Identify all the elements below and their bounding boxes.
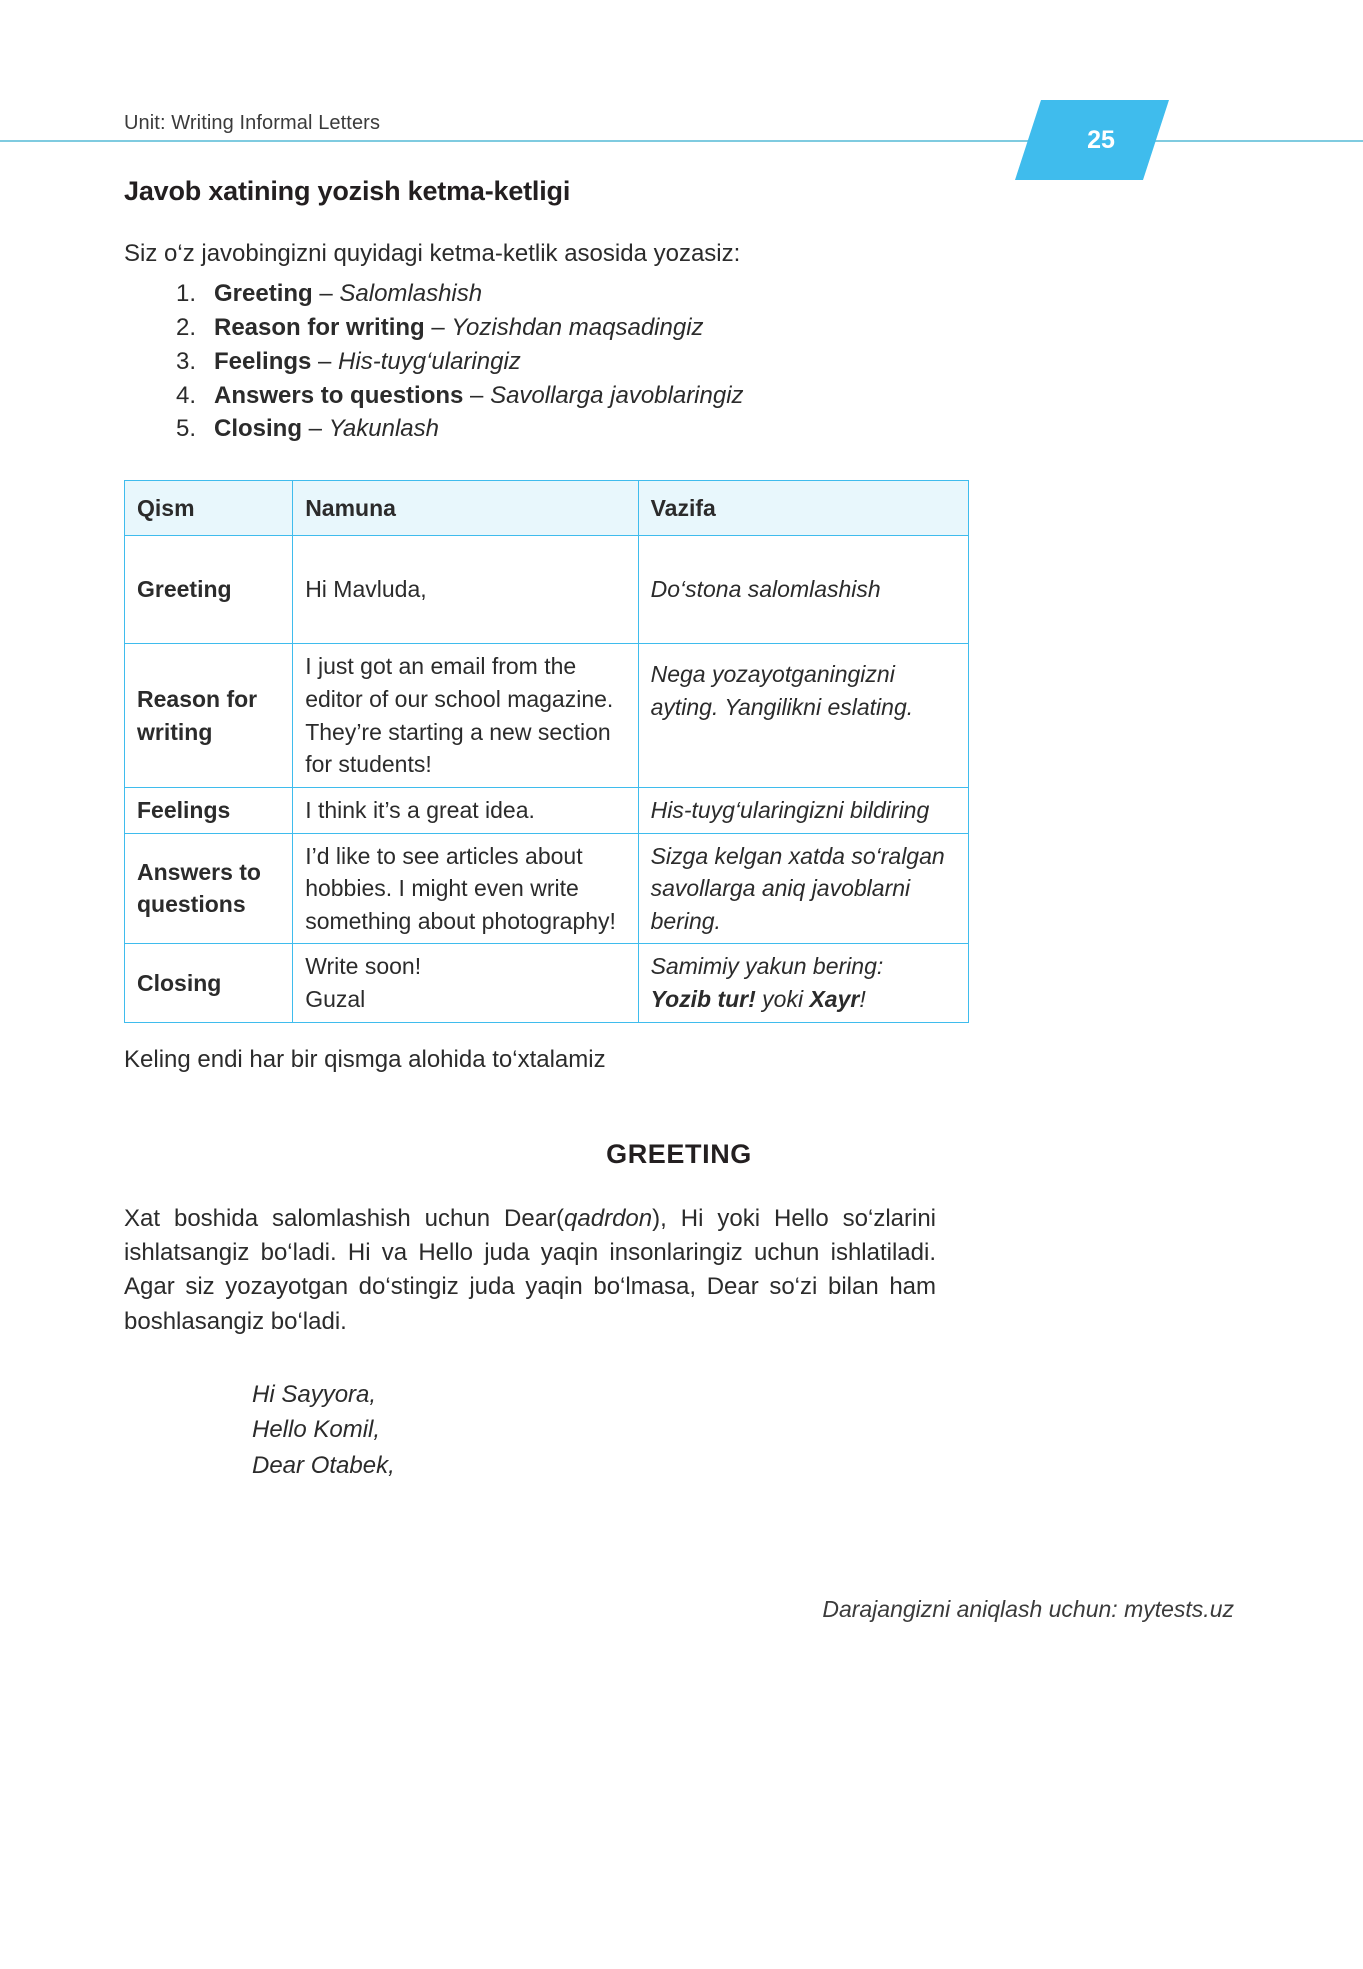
footer-note: Darajangizni aniqlash uchun: mytests.uz	[822, 1596, 1234, 1622]
list-item	[176, 345, 1234, 379]
paragraph-part1: Xat boshida salomlashish uchun Dear(	[124, 1204, 565, 1232]
greeting-examples	[252, 1377, 1234, 1483]
cell-sample: Hi Mavluda,	[293, 536, 638, 644]
steps-list	[124, 277, 1234, 446]
example-line: Hello Komil,	[252, 1416, 381, 1444]
step-term: Feelings	[214, 347, 312, 375]
cell-part: Reason for writing	[125, 644, 293, 788]
cell-task: His-tuyg‘ularingizni bildiring	[638, 787, 968, 833]
table-row	[125, 944, 969, 1022]
intro-text: Siz o‘z javobingizni quyidagi ketma-ketlik asosida yozasiz:	[124, 240, 741, 267]
cell-sample: I’d like to see articles about hobbies. I might even write something about photography!	[293, 833, 638, 944]
table-row	[125, 787, 969, 833]
step-gloss: His-tuyg‘ularingiz	[338, 347, 521, 375]
page-title: Javob xatining yozish ketma-ketligi	[124, 176, 571, 206]
step-term: Closing	[214, 415, 302, 443]
cell-task-line1: Samimiy yakun bering:	[650, 953, 884, 980]
table-row	[125, 536, 969, 644]
cell-sample-line2: Guzal	[305, 986, 366, 1013]
page-content	[124, 176, 1234, 1622]
cell-sample: I think it’s a great idea.	[293, 787, 638, 833]
page-header	[0, 104, 1363, 164]
list-item	[176, 277, 1234, 311]
page-number-badge	[1022, 100, 1180, 180]
cell-task	[638, 944, 968, 1022]
step-dash: –	[312, 280, 340, 308]
cell-sample-line1: Write soon!	[305, 953, 422, 980]
cell-task: Nega yozayotganingizni ayting. Yangilikni eslating.	[638, 644, 968, 788]
example-line: Hi Sayyora,	[252, 1381, 377, 1409]
step-gloss: Savollarga javoblaringiz	[490, 381, 744, 409]
after-table-text: Keling endi har bir qismga alohida to‘xtalamiz	[124, 1045, 606, 1073]
cell-part: Greeting	[125, 536, 293, 644]
list-item	[176, 412, 1234, 446]
task-bold-b: Xayr	[809, 986, 860, 1013]
step-gloss: Yakunlash	[328, 415, 439, 443]
page-number: 25	[1087, 125, 1115, 154]
table-row	[125, 833, 969, 944]
task-bold-a: Yozib tur!	[650, 986, 756, 1013]
column-header-qism: Qism	[125, 481, 293, 536]
step-gloss: Yozishdan maqsadingiz	[451, 313, 704, 341]
step-dash: –	[424, 313, 452, 341]
cell-part: Closing	[125, 944, 293, 1022]
table-row	[125, 644, 969, 788]
greeting-heading: GREETING	[606, 1138, 752, 1169]
paragraph-part2: ), Hi yoki Hello so‘zlarini ishlatsangiz bo‘ladi. Hi va Hello juda yaqin insonlaringiz uchun ishlatiladi. Agar siz yozayotgan do‘stingiz juda yaqin bo‘lmasa, Dear so‘zi bilan ham boshlasangiz bo‘ladi.	[124, 1204, 936, 1335]
step-dash: –	[311, 347, 339, 375]
column-header-vazifa: Vazifa	[638, 481, 968, 536]
cell-part: Feelings	[125, 787, 293, 833]
cell-task: Sizga kelgan xatda so‘ralgan savollarga aniq javoblarni bering.	[638, 833, 968, 944]
example-line: Dear Otabek,	[252, 1451, 395, 1479]
cell-task-line2	[651, 983, 956, 1016]
cell-sample: I just got an email from the editor of our school magazine. They’re starting a new section for students!	[293, 644, 638, 788]
list-item	[176, 311, 1234, 345]
cell-task: Do‘stona salomlashish	[638, 536, 968, 644]
list-item	[176, 379, 1234, 413]
task-end: !	[859, 986, 866, 1013]
step-gloss: Salomlashish	[339, 280, 483, 308]
step-dash: –	[302, 415, 329, 443]
step-term: Greeting	[214, 280, 313, 308]
task-mid: yoki	[755, 986, 810, 1013]
table-header-row	[125, 481, 969, 536]
unit-label: Unit: Writing Informal Letters	[124, 112, 381, 134]
step-dash: –	[463, 381, 491, 409]
letter-parts-table	[124, 480, 969, 1023]
column-header-namuna: Namuna	[293, 481, 638, 536]
cell-part: Answers to questions	[125, 833, 293, 944]
step-term: Reason for writing	[214, 313, 425, 341]
greeting-paragraph	[124, 1202, 936, 1339]
step-term: Answers to questions	[214, 381, 464, 409]
paragraph-italic-term: qadrdon	[564, 1204, 653, 1232]
cell-sample	[293, 944, 638, 1022]
